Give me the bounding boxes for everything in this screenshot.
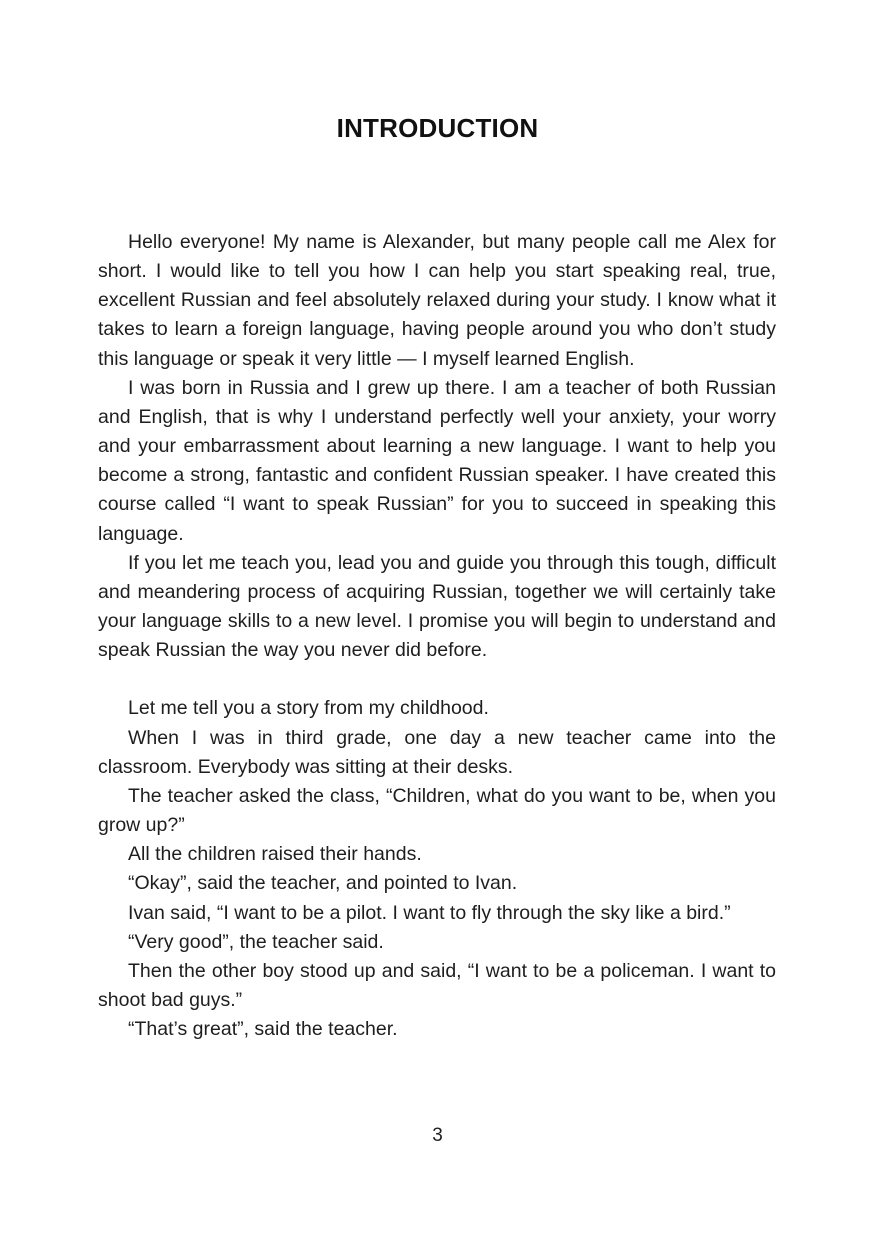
paragraph: I was born in Russia and I grew up there. I am a teacher of both Russian and English, that is why I understand perfectly well your anxiety, your worry and your embarrassment about learning a new language. I want to help you become a strong, fantastic and confident Russian speaker. I have created this course called “I want to speak Russian” for you to succeed in speaking this language. (98, 376, 776, 545)
paragraph: All the children raised their hands. (128, 843, 422, 866)
paragraph: Let me tell you a story from my childhood. (128, 697, 489, 720)
paragraph: When I was in third grade, one day a new teacher came into the classroom. Everybody was sitting at their desks. (98, 726, 776, 778)
page-number: 3 (432, 1125, 443, 1146)
paragraph: “Okay”, said the teacher, and pointed to Ivan. (128, 872, 518, 895)
paragraph: The teacher asked the class, “Children, what do you want to be, when you grow up?” (98, 784, 776, 837)
paragraph: If you let me teach you, lead you and guide you through this tough, difficult and meandering process of acquiring Russian, together we will certainly take your language skills to a new level. I promise you will begin to understand and speak Russian the way you never did before. (98, 551, 776, 662)
page-title: INTRODUCTION (336, 113, 539, 143)
body-text (98, 228, 776, 1044)
paragraph: “That’s great”, said the teacher. (128, 1018, 398, 1041)
paragraph: Ivan said, “I want to be a pilot. I want to fly through the sky like a bird.” (128, 901, 731, 924)
paragraph: Then the other boy stood up and said, “I want to be a policeman. I want to shoot bad guys.” (98, 959, 776, 1012)
paragraph-spacer (98, 665, 776, 694)
paragraph: “Very good”, the teacher said. (128, 930, 384, 953)
paragraph: Hello everyone! My name is Alexander, but many people call me Alex for short. I would like to tell you how I can help you start speaking real, true, excellent Russian and feel absolutely relaxed during your study. I know what it takes to learn a foreign language, having people around you who don’t study this language or speak it very little — I myself learned English. (98, 231, 776, 370)
